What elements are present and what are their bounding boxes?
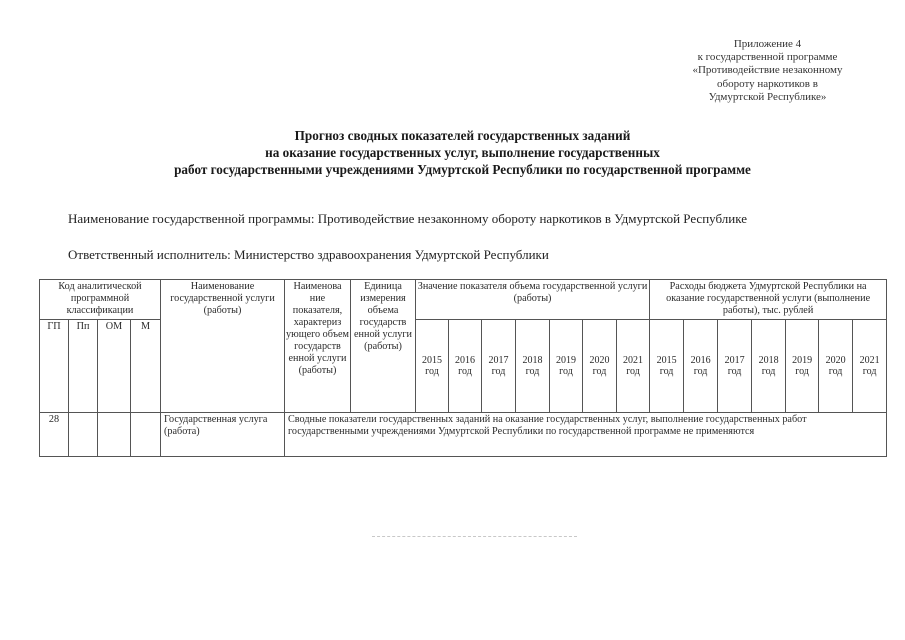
value-year-2018: 2018 год xyxy=(516,320,550,413)
value-year-2015: 2015 год xyxy=(416,320,449,413)
program-name-line: Наименование государственной программы: Противодействие незаконному обороту наркотиков в Удмуртской Республике xyxy=(68,211,747,226)
expense-year-2017: 2017 год xyxy=(718,320,752,413)
header-indicator-values: Значение показателя объема государственной услуги (работы) xyxy=(416,280,650,320)
value-year-2019: 2019 год xyxy=(550,320,583,413)
appendix-header xyxy=(640,38,895,104)
row-om xyxy=(98,413,131,457)
value-year-2020: 2020 год xyxy=(583,320,617,413)
expense-year-2015: 2015 год xyxy=(650,320,684,413)
title-line: Прогноз сводных показателей государственных заданий xyxy=(294,128,631,143)
value-year-2017: 2017 год xyxy=(482,320,516,413)
forecast-table xyxy=(39,279,887,457)
header-indicator-name: Наименова ние показателя, характериз ующего объем государств енной услуги (работы) xyxy=(285,280,351,413)
title-line: работ государственными учреждениями Удмуртской Республики по государственной программе xyxy=(174,162,751,177)
row-m xyxy=(131,413,161,457)
value-year-2021: 2021 год xyxy=(617,320,650,413)
appendix-line: обороту наркотиков в xyxy=(717,77,818,90)
appendix-line: Удмуртской Республике» xyxy=(708,90,827,103)
header-m: М xyxy=(131,320,161,413)
value-year-2016: 2016 год xyxy=(449,320,482,413)
appendix-line: «Противодействие незаконному xyxy=(692,64,843,77)
row-note: Сводные показатели государственных заданий на оказание государственных услуг, выполнение государственных работ государственными учреждениями Удмуртской Республики по государственной программе не применяются xyxy=(285,413,887,457)
expense-year-2021: 2021 год xyxy=(853,320,887,413)
header-code: Код аналитической программной классификации xyxy=(40,280,161,320)
header-pp: Пп xyxy=(69,320,98,413)
header-gp: ГП xyxy=(40,320,69,413)
document-title xyxy=(60,127,865,178)
expense-year-2020: 2020 год xyxy=(819,320,853,413)
row-gp: 28 xyxy=(40,413,69,457)
executor-line: Ответственный исполнитель: Министерство здравоохранения Удмуртской Республики xyxy=(68,247,549,262)
header-om: ОМ xyxy=(98,320,131,413)
row-service: Государственная услуга (работа) xyxy=(161,413,285,457)
header-service-name: Наименование государственной услуги (работы) xyxy=(161,280,285,413)
appendix-line: Приложение 4 xyxy=(733,38,802,50)
appendix-line: к государственной программе xyxy=(697,51,838,64)
header-budget-expenses: Расходы бюджета Удмуртской Республики на оказание государственной услуги (выполнение работы), тыс. рублей xyxy=(650,280,887,320)
expense-year-2019: 2019 год xyxy=(786,320,819,413)
faint-footer-mark xyxy=(372,536,577,539)
expense-year-2018: 2018 год xyxy=(752,320,786,413)
table-row xyxy=(40,413,887,457)
header-unit: Единица измерения объема государств енной услуги (работы) xyxy=(351,280,416,413)
expense-year-2016: 2016 год xyxy=(684,320,718,413)
title-line: на оказание государственных услуг, выполнение государственных xyxy=(265,145,660,160)
row-pp xyxy=(69,413,98,457)
